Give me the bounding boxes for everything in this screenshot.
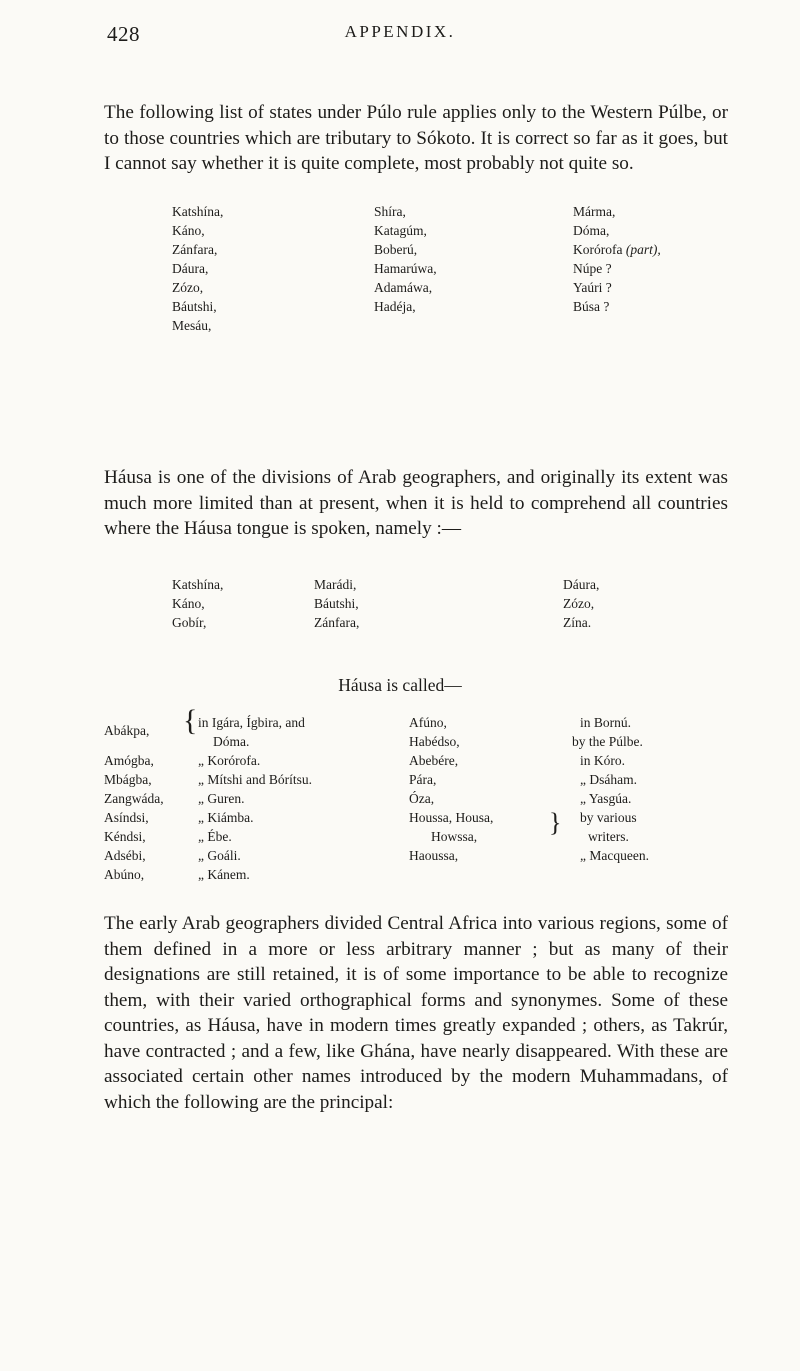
list-item: Zánfara, [314, 615, 360, 630]
list-item: Búsa ? [573, 299, 610, 314]
table-cell: in Kóro. [580, 753, 625, 768]
list-item-text: Korórofa [573, 242, 623, 257]
table-cell: Zangwáda, [104, 791, 164, 806]
table-cell: „ Kánem. [198, 867, 250, 882]
sources-column [572, 713, 649, 865]
list-item: Hamarúwa, [374, 261, 437, 276]
list-item [573, 240, 661, 259]
list-item: Mesáu, [172, 318, 212, 333]
list-item: Hadéja, [374, 299, 416, 314]
list-item: Gobír, [172, 615, 207, 630]
table-cell: Adsébi, [104, 848, 146, 863]
list-item: Boberú, [374, 242, 418, 257]
list-item: Adamáwa, [374, 280, 433, 295]
list-item: Báutshi, [172, 299, 217, 314]
states-column-1 [172, 202, 223, 335]
list-item: Shíra, [374, 204, 406, 219]
table-cell: Afúno, [409, 715, 447, 730]
forms-column [409, 713, 493, 865]
right-brace: } [549, 808, 562, 837]
list-item: Zánfara, [172, 242, 218, 257]
hausa-paragraph: Háusa is one of the divisions of Arab geographers, and originally its extent was much more limited than at present, when it is held to comprehend all countries where the Háusa tongue is spoken, namely :— [104, 467, 728, 539]
list-item: Káno, [172, 223, 205, 238]
table-cell: by various [580, 810, 637, 825]
left-brace: { [183, 704, 198, 737]
list-item: Marádi, [314, 577, 357, 592]
table-cell: Amógba, [104, 753, 154, 768]
table-cell: „ Dsáham. [580, 772, 637, 787]
list-item: Zína. [563, 615, 592, 630]
table-cell: Haoussa, [409, 848, 459, 863]
hausa-column-1 [172, 575, 223, 632]
table-cell: Kéndsi, [104, 829, 146, 844]
list-item: Zózo, [172, 280, 204, 295]
table-cell: Howssa, [431, 829, 478, 844]
table-cell: „ Ébe. [198, 829, 232, 844]
states-column-2 [374, 202, 437, 316]
places-column [198, 713, 312, 884]
table-cell: „ Macqueen. [580, 848, 649, 863]
table-cell: „ Guren. [198, 791, 245, 806]
table-cell: in Igára, Ígbira, and [198, 715, 305, 730]
list-item: Báutshi, [314, 596, 359, 611]
hausa-column-2 [314, 575, 359, 632]
list-item: Márma, [573, 204, 616, 219]
states-column-3 [573, 202, 661, 316]
table-cell: Pára, [409, 772, 437, 787]
table-cell: „ Kiámba. [198, 810, 254, 825]
table-cell: by the Púlbe. [572, 734, 643, 749]
table-cell: writers. [588, 829, 629, 844]
list-item: Zózo, [563, 596, 595, 611]
table-cell: Habédso, [409, 734, 460, 749]
regions-paragraph: The early Arab geographers divided Central Africa into various regions, some of them defined in a more or less arbitrary manner ; but as many of their designations are still retained, it is of some importance to be able to recognize them, with their varied orthographical forms and synonymes. Some of these countries, as Háusa, have in modern times greatly expanded ; others, as Takrúr, have contracted ; and a few, like Ghána, have nearly disappeared. With these are associated certain other names introduced by the modern Muhammadans, of which the following are the principal: [104, 913, 728, 1113]
list-item: Dáura, [172, 261, 209, 276]
table-cell: Abebére, [409, 753, 459, 768]
part-note: (part), [625, 242, 661, 257]
list-item: Núpe ? [573, 261, 612, 276]
table-cell: „ Yasgúa. [580, 791, 632, 806]
intro-paragraph: The following list of states under Púlo rule applies only to the Western Púlbe, or to those countries which are tributary to Sókoto. It is correct so far as it goes, but I cannot say whether it is quite complete, most probably not quite so. [104, 102, 728, 174]
page-number: 428 [107, 22, 140, 46]
table-cell: Abúno, [104, 867, 145, 882]
running-title: APPENDIX. [344, 22, 456, 41]
table-cell: „ Goáli. [198, 848, 241, 863]
list-item: Katshína, [172, 204, 224, 219]
table-cell: „ Mítshi and Bórítsu. [198, 772, 312, 787]
table-cell: Asíndsi, [104, 810, 149, 825]
table-cell: Abákpa, [104, 723, 150, 738]
table-cell: Dóma. [213, 734, 250, 749]
table-cell: Houssa, Housa, [409, 810, 494, 825]
list-item: Káno, [172, 596, 205, 611]
table-cell: „ Korórofa. [198, 753, 261, 768]
list-item: Dáura, [563, 577, 600, 592]
list-item: Katagúm, [374, 223, 427, 238]
names-column [104, 713, 164, 884]
list-item: Katshína, [172, 577, 224, 592]
table-cell: in Bornú. [580, 715, 632, 730]
called-heading: Háusa is called— [338, 675, 462, 695]
table-cell: Óza, [409, 791, 435, 806]
list-item: Yaúri ? [573, 280, 612, 295]
table-cell: Mbágba, [104, 772, 152, 787]
list-item: Dóma, [573, 223, 610, 238]
hausa-column-3 [563, 575, 599, 632]
